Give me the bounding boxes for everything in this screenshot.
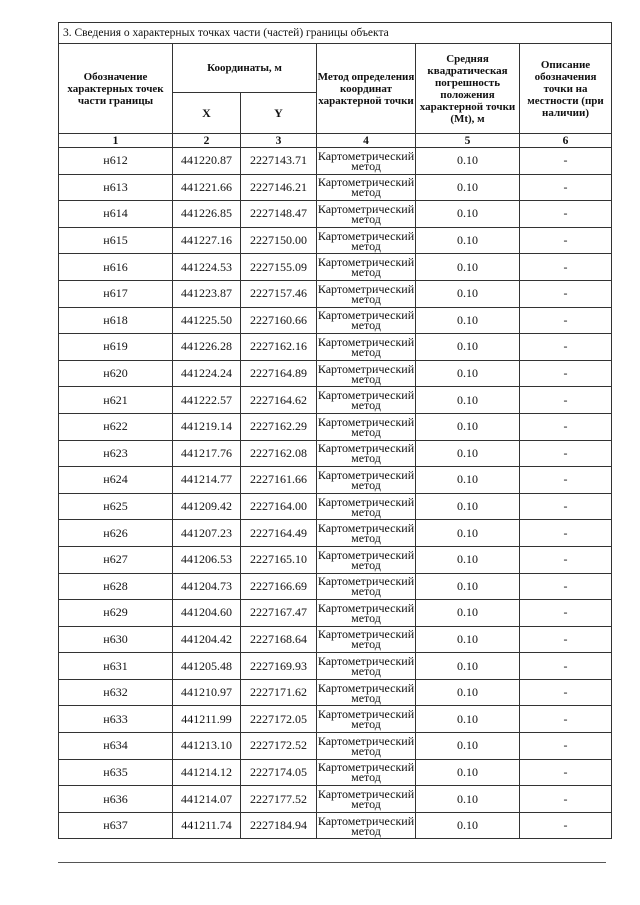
- y-coordinate-cell: 2227166.69: [241, 573, 317, 600]
- error-cell: 0.10: [416, 440, 520, 467]
- error-cell: 0.10: [416, 360, 520, 387]
- y-coordinate-cell: 2227143.71: [241, 148, 317, 175]
- x-coordinate-cell: 441211.74: [173, 812, 241, 839]
- x-coordinate-cell: 441214.77: [173, 467, 241, 494]
- error-cell: 0.10: [416, 254, 520, 281]
- point-name-cell: н625: [59, 493, 173, 520]
- x-coordinate-cell: 441224.53: [173, 254, 241, 281]
- point-name-cell: н635: [59, 759, 173, 786]
- point-name-cell: н626: [59, 520, 173, 547]
- point-name-cell: н636: [59, 786, 173, 813]
- table-row: [59, 812, 612, 839]
- method-cell: Картометрический метод: [317, 521, 415, 546]
- method-cell: Картометрический метод: [317, 547, 415, 572]
- header-designation: Обозначение характерных точек части границы: [59, 44, 173, 134]
- header-description: Описание обозначения точки на местности (при наличии): [520, 44, 612, 134]
- column-number: 1: [59, 134, 173, 148]
- y-coordinate-cell: 2227162.16: [241, 334, 317, 361]
- y-coordinate-cell: 2227172.05: [241, 706, 317, 733]
- column-number: 2: [173, 134, 241, 148]
- point-name-cell: н613: [59, 174, 173, 201]
- error-cell: 0.10: [416, 600, 520, 627]
- y-coordinate-cell: 2227150.00: [241, 227, 317, 254]
- y-coordinate-cell: 2227177.52: [241, 786, 317, 813]
- table-row: [59, 174, 612, 201]
- method-cell: Картометрический метод: [317, 760, 415, 785]
- method-cell: Картометрический метод: [317, 600, 415, 625]
- method-cell: Картометрический метод: [317, 334, 415, 359]
- method-cell: Картометрический метод: [317, 574, 415, 599]
- x-coordinate-cell: 441209.42: [173, 493, 241, 520]
- error-cell: 0.10: [416, 334, 520, 361]
- description-cell: -: [520, 334, 612, 361]
- column-number: 3: [241, 134, 317, 148]
- y-coordinate-cell: 2227167.47: [241, 600, 317, 627]
- description-cell: -: [520, 201, 612, 228]
- description-cell: -: [520, 413, 612, 440]
- table-row: [59, 387, 612, 414]
- error-cell: 0.10: [416, 546, 520, 573]
- error-cell: 0.10: [416, 387, 520, 414]
- method-cell: Картометрический метод: [317, 787, 415, 812]
- y-coordinate-cell: 2227155.09: [241, 254, 317, 281]
- point-name-cell: н621: [59, 387, 173, 414]
- error-cell: 0.10: [416, 759, 520, 786]
- point-name-cell: н617: [59, 280, 173, 307]
- method-cell: Картометрический метод: [317, 388, 415, 413]
- x-coordinate-cell: 441219.14: [173, 413, 241, 440]
- point-name-cell: н615: [59, 227, 173, 254]
- point-name-cell: н622: [59, 413, 173, 440]
- y-coordinate-cell: 2227146.21: [241, 174, 317, 201]
- y-coordinate-cell: 2227162.29: [241, 413, 317, 440]
- column-number: 4: [317, 134, 416, 148]
- x-coordinate-cell: 441227.16: [173, 227, 241, 254]
- point-name-cell: н633: [59, 706, 173, 733]
- method-cell: Картометрический метод: [317, 813, 415, 838]
- point-name-cell: н612: [59, 148, 173, 175]
- point-name-cell: н619: [59, 334, 173, 361]
- point-name-cell: н632: [59, 679, 173, 706]
- header-row-1: [59, 44, 612, 93]
- method-cell: Картометрический метод: [317, 680, 415, 705]
- table-caption: 3. Сведения о характерных точках части (частей) границы объекта: [59, 23, 612, 44]
- description-cell: -: [520, 626, 612, 653]
- error-cell: 0.10: [416, 201, 520, 228]
- error-cell: 0.10: [416, 307, 520, 334]
- description-cell: -: [520, 148, 612, 175]
- header-y: Y: [241, 93, 317, 134]
- error-cell: 0.10: [416, 174, 520, 201]
- header-error: Средняя квадратическая погрешность положения характерной точки (Mt), м: [416, 44, 520, 134]
- table-row: [59, 360, 612, 387]
- method-cell: Картометрический метод: [317, 281, 415, 306]
- x-coordinate-cell: 441224.24: [173, 360, 241, 387]
- y-coordinate-cell: 2227148.47: [241, 201, 317, 228]
- x-coordinate-cell: 441204.73: [173, 573, 241, 600]
- boundary-points-table: [58, 22, 612, 839]
- error-cell: 0.10: [416, 653, 520, 680]
- method-cell: Картометрический метод: [317, 308, 415, 333]
- footer-divider: [58, 862, 606, 863]
- y-coordinate-cell: 2227164.00: [241, 493, 317, 520]
- method-cell: Картометрический метод: [317, 733, 415, 758]
- point-name-cell: н627: [59, 546, 173, 573]
- description-cell: -: [520, 812, 612, 839]
- method-cell: Картометрический метод: [317, 707, 415, 732]
- x-coordinate-cell: 441207.23: [173, 520, 241, 547]
- table-row: [59, 148, 612, 175]
- table-row: [59, 467, 612, 494]
- table-row: [59, 493, 612, 520]
- y-coordinate-cell: 2227165.10: [241, 546, 317, 573]
- description-cell: -: [520, 679, 612, 706]
- header-x: X: [173, 93, 241, 134]
- method-cell: Картометрический метод: [317, 654, 415, 679]
- table-row: [59, 626, 612, 653]
- point-name-cell: н634: [59, 733, 173, 760]
- y-coordinate-cell: 2227161.66: [241, 467, 317, 494]
- point-name-cell: н631: [59, 653, 173, 680]
- point-name-cell: н624: [59, 467, 173, 494]
- description-cell: -: [520, 600, 612, 627]
- error-cell: 0.10: [416, 280, 520, 307]
- y-coordinate-cell: 2227171.62: [241, 679, 317, 706]
- error-cell: 0.10: [416, 679, 520, 706]
- description-cell: -: [520, 546, 612, 573]
- error-cell: 0.10: [416, 626, 520, 653]
- x-coordinate-cell: 441205.48: [173, 653, 241, 680]
- description-cell: -: [520, 307, 612, 334]
- caption-row: [59, 23, 612, 44]
- error-cell: 0.10: [416, 812, 520, 839]
- x-coordinate-cell: 441223.87: [173, 280, 241, 307]
- error-cell: 0.10: [416, 148, 520, 175]
- y-coordinate-cell: 2227157.46: [241, 280, 317, 307]
- x-coordinate-cell: 441204.60: [173, 600, 241, 627]
- table-row: [59, 307, 612, 334]
- y-coordinate-cell: 2227162.08: [241, 440, 317, 467]
- x-coordinate-cell: 441222.57: [173, 387, 241, 414]
- point-name-cell: н614: [59, 201, 173, 228]
- description-cell: -: [520, 280, 612, 307]
- x-coordinate-cell: 441221.66: [173, 174, 241, 201]
- error-cell: 0.10: [416, 706, 520, 733]
- description-cell: -: [520, 706, 612, 733]
- description-cell: -: [520, 759, 612, 786]
- error-cell: 0.10: [416, 467, 520, 494]
- point-name-cell: н629: [59, 600, 173, 627]
- y-coordinate-cell: 2227160.66: [241, 307, 317, 334]
- point-name-cell: н620: [59, 360, 173, 387]
- point-name-cell: н637: [59, 812, 173, 839]
- description-cell: -: [520, 387, 612, 414]
- column-number: 6: [520, 134, 612, 148]
- point-name-cell: н623: [59, 440, 173, 467]
- point-name-cell: н618: [59, 307, 173, 334]
- table-row: [59, 413, 612, 440]
- description-cell: -: [520, 227, 612, 254]
- method-cell: Картометрический метод: [317, 627, 415, 652]
- description-cell: -: [520, 360, 612, 387]
- table-row: [59, 733, 612, 760]
- y-coordinate-cell: 2227168.64: [241, 626, 317, 653]
- description-cell: -: [520, 174, 612, 201]
- error-cell: 0.10: [416, 413, 520, 440]
- table-row: [59, 201, 612, 228]
- table-row: [59, 600, 612, 627]
- y-coordinate-cell: 2227164.62: [241, 387, 317, 414]
- error-cell: 0.10: [416, 493, 520, 520]
- description-cell: -: [520, 733, 612, 760]
- table-row: [59, 759, 612, 786]
- y-coordinate-cell: 2227174.05: [241, 759, 317, 786]
- method-cell: Картометрический метод: [317, 255, 415, 280]
- table-row: [59, 227, 612, 254]
- point-name-cell: н628: [59, 573, 173, 600]
- point-name-cell: н630: [59, 626, 173, 653]
- y-coordinate-cell: 2227172.52: [241, 733, 317, 760]
- method-cell: Картометрический метод: [317, 467, 415, 492]
- description-cell: -: [520, 786, 612, 813]
- x-coordinate-cell: 441226.28: [173, 334, 241, 361]
- x-coordinate-cell: 441214.12: [173, 759, 241, 786]
- x-coordinate-cell: 441210.97: [173, 679, 241, 706]
- x-coordinate-cell: 441220.87: [173, 148, 241, 175]
- x-coordinate-cell: 441204.42: [173, 626, 241, 653]
- description-cell: -: [520, 573, 612, 600]
- error-cell: 0.10: [416, 227, 520, 254]
- table-row: [59, 653, 612, 680]
- description-cell: -: [520, 493, 612, 520]
- error-cell: 0.10: [416, 520, 520, 547]
- header-coordinates: Координаты, м: [173, 44, 317, 93]
- table-body: [59, 148, 612, 839]
- description-cell: -: [520, 653, 612, 680]
- x-coordinate-cell: 441213.10: [173, 733, 241, 760]
- y-coordinate-cell: 2227164.49: [241, 520, 317, 547]
- error-cell: 0.10: [416, 786, 520, 813]
- method-cell: Картометрический метод: [317, 201, 415, 226]
- error-cell: 0.10: [416, 733, 520, 760]
- x-coordinate-cell: 441226.85: [173, 201, 241, 228]
- method-cell: Картометрический метод: [317, 148, 415, 173]
- x-coordinate-cell: 441214.07: [173, 786, 241, 813]
- table-row: [59, 280, 612, 307]
- y-coordinate-cell: 2227164.89: [241, 360, 317, 387]
- x-coordinate-cell: 441217.76: [173, 440, 241, 467]
- table-row: [59, 573, 612, 600]
- column-number-row: [59, 134, 612, 148]
- table-row: [59, 546, 612, 573]
- error-cell: 0.10: [416, 573, 520, 600]
- table-row: [59, 520, 612, 547]
- table-row: [59, 254, 612, 281]
- method-cell: Картометрический метод: [317, 414, 415, 439]
- x-coordinate-cell: 441225.50: [173, 307, 241, 334]
- table-row: [59, 786, 612, 813]
- description-cell: -: [520, 467, 612, 494]
- method-cell: Картометрический метод: [317, 441, 415, 466]
- description-cell: -: [520, 520, 612, 547]
- method-cell: Картометрический метод: [317, 228, 415, 253]
- description-cell: -: [520, 440, 612, 467]
- method-cell: Картометрический метод: [317, 361, 415, 386]
- point-name-cell: н616: [59, 254, 173, 281]
- table-row: [59, 706, 612, 733]
- header-method: Метод определения координат характерной точки: [317, 44, 416, 134]
- x-coordinate-cell: 441211.99: [173, 706, 241, 733]
- description-cell: -: [520, 254, 612, 281]
- method-cell: Картометрический метод: [317, 175, 415, 200]
- x-coordinate-cell: 441206.53: [173, 546, 241, 573]
- table-row: [59, 334, 612, 361]
- y-coordinate-cell: 2227169.93: [241, 653, 317, 680]
- table-row: [59, 679, 612, 706]
- method-cell: Картометрический метод: [317, 494, 415, 519]
- column-number: 5: [416, 134, 520, 148]
- table-row: [59, 440, 612, 467]
- y-coordinate-cell: 2227184.94: [241, 812, 317, 839]
